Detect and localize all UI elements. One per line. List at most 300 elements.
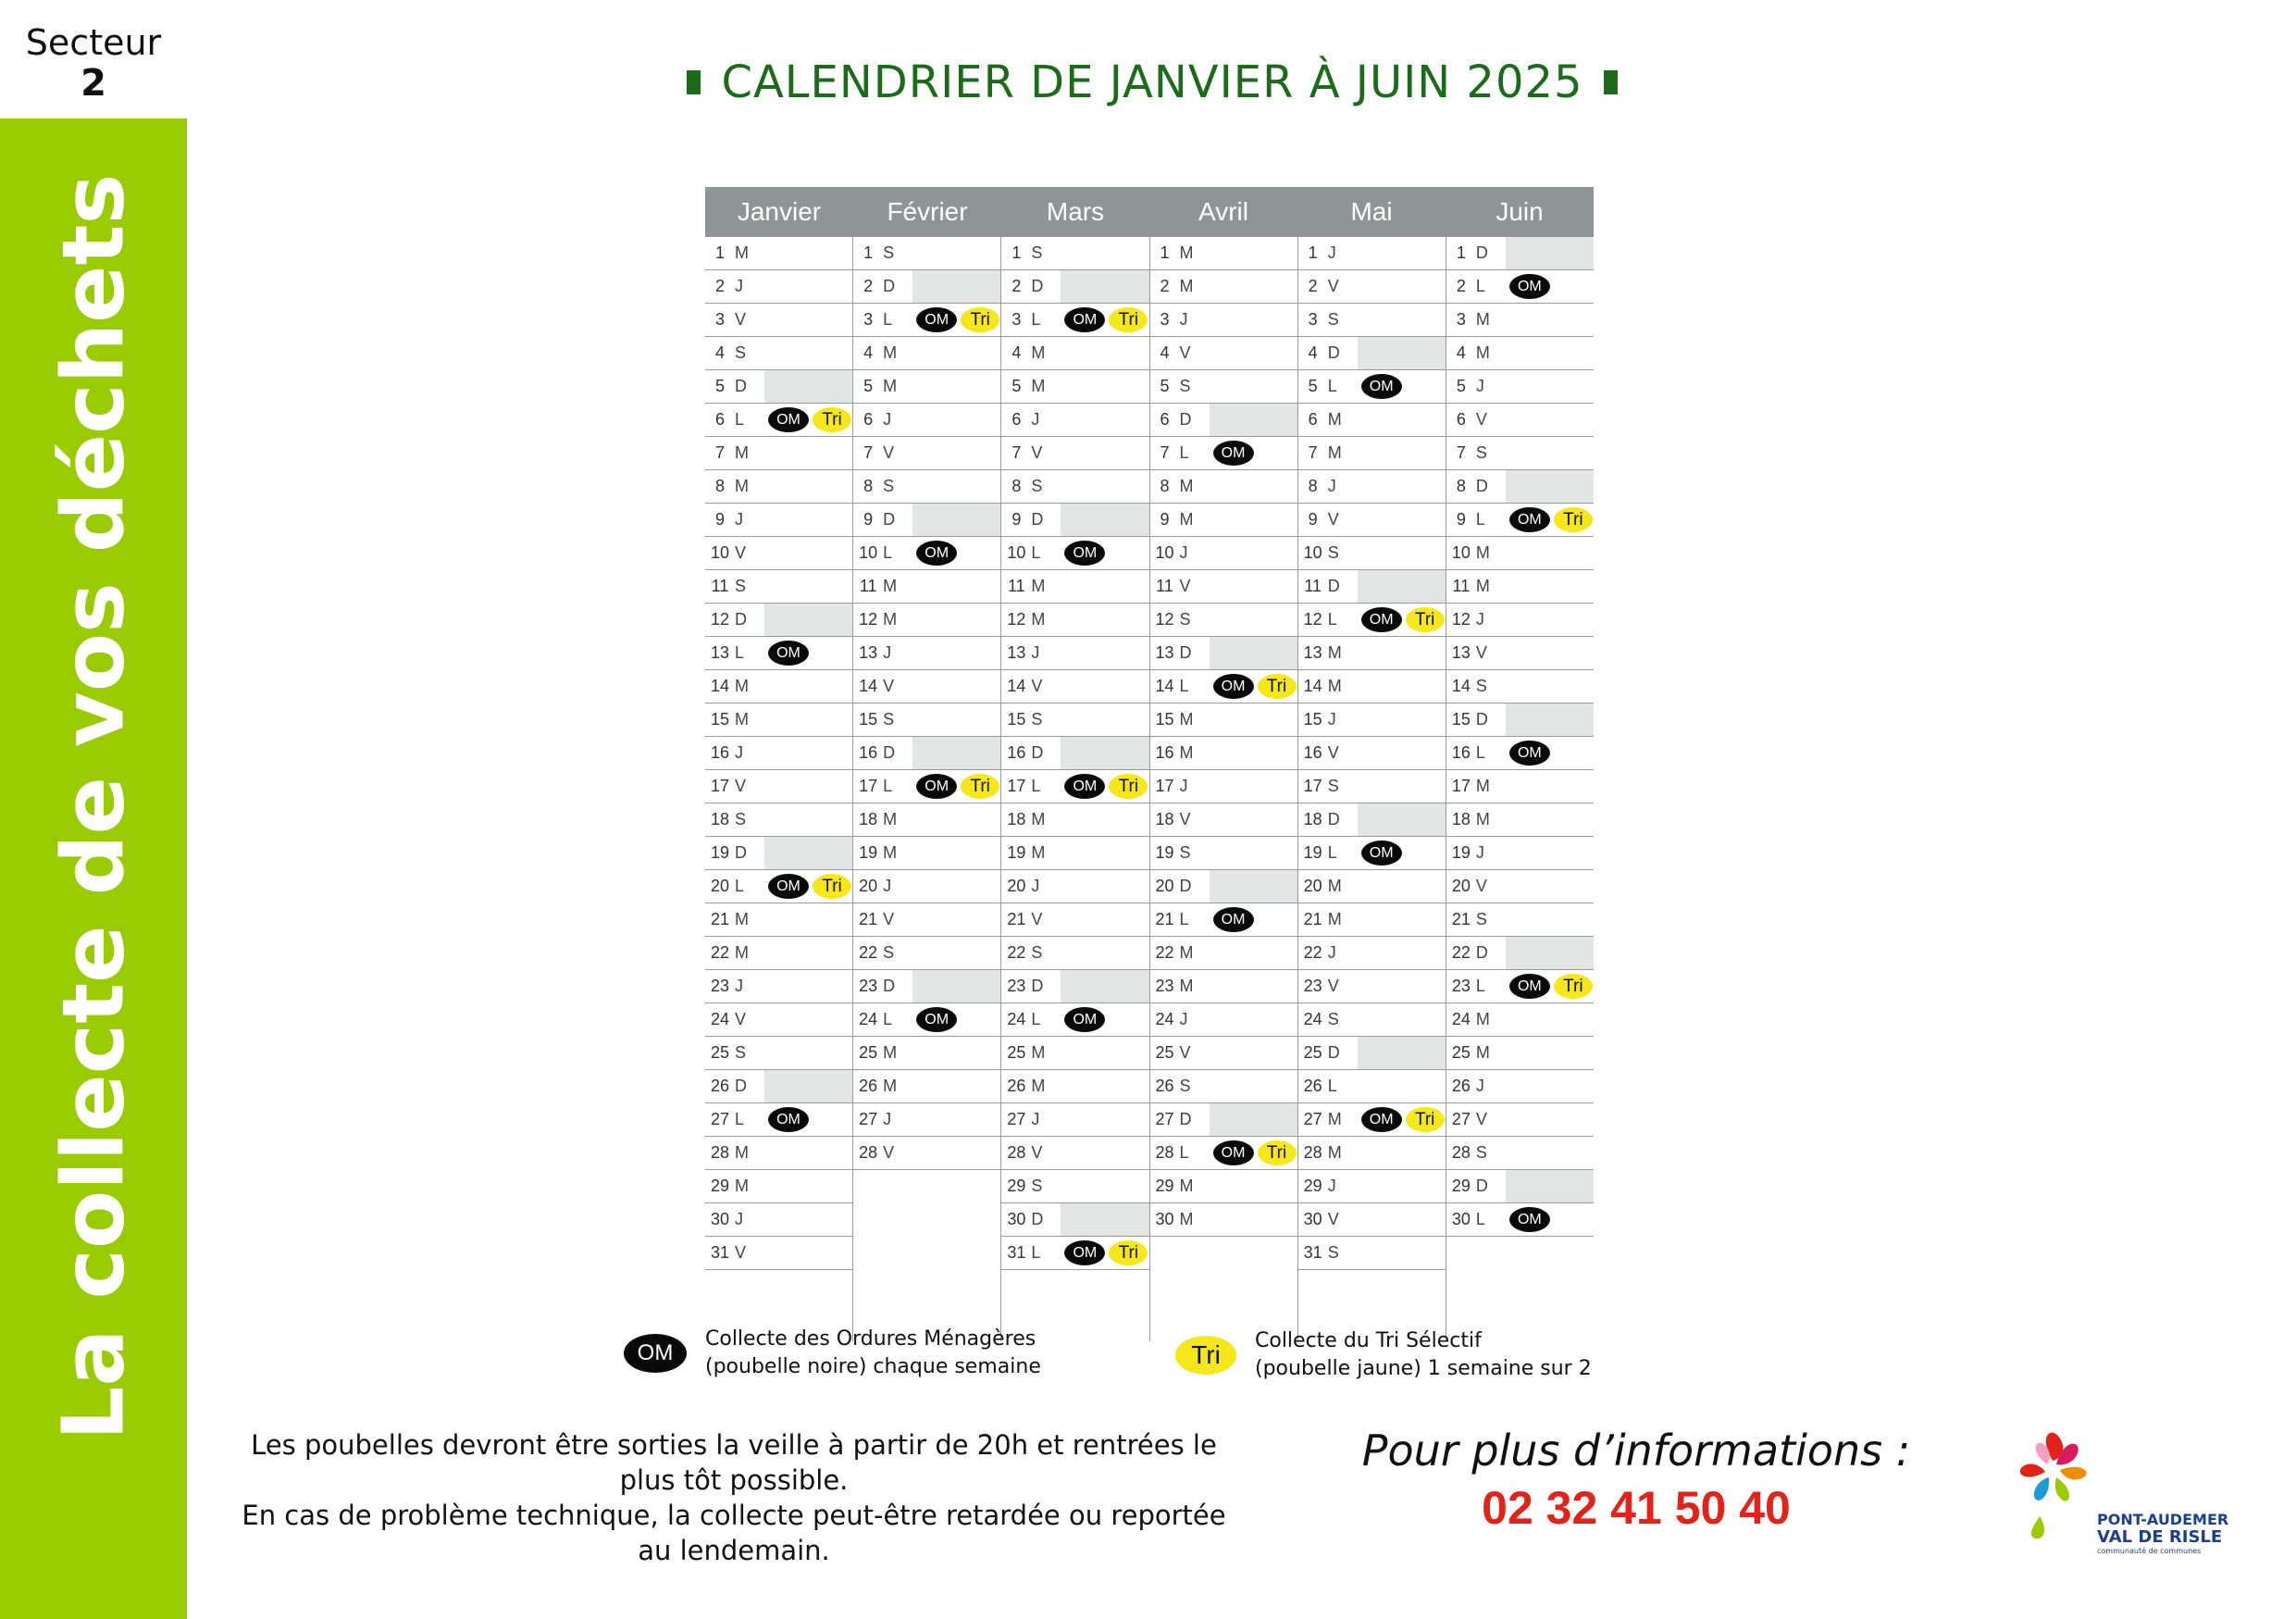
day-row [1298, 437, 1446, 470]
day-letter: L [883, 310, 893, 329]
day-number: 1 [1160, 243, 1170, 262]
om-badge-icon: OM [1064, 774, 1105, 799]
collection-badges [768, 641, 809, 666]
day-row [1001, 770, 1148, 803]
day-letter: M [1179, 710, 1194, 729]
day-number: 12 [1155, 610, 1174, 629]
day-cell-fill [912, 404, 1000, 436]
day-letter: L [1031, 777, 1041, 795]
day-letter: D [1475, 243, 1488, 262]
day-row [1298, 637, 1446, 670]
day-number: 17 [1155, 777, 1174, 795]
day-number: 1 [1011, 243, 1022, 262]
day-letter: M [883, 343, 898, 362]
day-number: 9 [863, 510, 874, 529]
day-number: 9 [714, 510, 725, 529]
day-number: 30 [1155, 1210, 1174, 1228]
day-letter: S [1179, 1077, 1191, 1095]
day-cell-fill [1358, 1237, 1446, 1269]
day-letter: J [883, 877, 892, 895]
day-letter: V [735, 310, 747, 329]
day-number: 27 [1451, 1110, 1471, 1128]
day-cell-fill [1506, 770, 1594, 803]
day-letter: S [735, 810, 747, 828]
day-cell-fill [1210, 470, 1297, 503]
day-number: 1 [1456, 243, 1466, 262]
collection-badges [1064, 541, 1105, 566]
om-badge-icon: OM [1064, 1007, 1105, 1032]
day-number: 6 [714, 410, 725, 429]
day-cell-fill [1210, 570, 1297, 603]
day-row [853, 570, 1000, 604]
day-row [1298, 903, 1446, 937]
day-cell-fill [1210, 504, 1297, 536]
day-letter: S [1179, 377, 1191, 395]
day-cell-fill [764, 903, 852, 936]
day-cell-fill [764, 803, 852, 836]
day-letter: J [1179, 543, 1188, 562]
day-number: 6 [1308, 410, 1318, 429]
collection-badges [1064, 307, 1148, 332]
day-number: 7 [1308, 443, 1318, 462]
collection-badges [1064, 1240, 1148, 1265]
day-letter: L [1475, 743, 1485, 762]
day-number: 16 [1303, 743, 1322, 762]
day-letter: S [1179, 610, 1191, 629]
day-row [1001, 637, 1148, 670]
day-cell-fill [1506, 937, 1594, 969]
day-row [1298, 1237, 1446, 1270]
day-row [1001, 337, 1148, 370]
om-badge-icon: OM [1361, 841, 1402, 866]
day-row [1150, 1170, 1297, 1203]
day-row [1298, 470, 1446, 504]
day-letter: J [1179, 310, 1188, 329]
day-cell-fill [912, 970, 1000, 1003]
day-cell-fill [912, 870, 1000, 903]
tri-badge-icon: Tri [1554, 974, 1593, 999]
day-number: 16 [1451, 743, 1471, 762]
day-letter: M [735, 910, 749, 928]
day-cell-fill [1506, 370, 1594, 403]
day-letter: D [1179, 410, 1192, 429]
day-number: 14 [710, 677, 730, 695]
day-cell-fill [764, 837, 852, 869]
day-cell-fill [1506, 803, 1594, 836]
day-letter: S [1031, 710, 1043, 729]
day-cell-fill [1506, 1137, 1594, 1169]
day-row [853, 937, 1000, 970]
day-row [705, 504, 852, 537]
day-row [1298, 404, 1446, 437]
day-letter: D [735, 377, 747, 395]
day-cell-fill [764, 504, 852, 536]
day-cell-fill [912, 237, 1000, 269]
day-cell-fill [1210, 870, 1297, 903]
day-number: 20 [859, 877, 878, 895]
day-number: 22 [1155, 943, 1174, 962]
day-cell-fill [1358, 404, 1446, 436]
day-row [853, 504, 1000, 537]
day-letter: J [1475, 1077, 1484, 1095]
day-number: 15 [859, 710, 878, 729]
day-cell-fill [912, 1070, 1000, 1102]
day-cell-fill [1358, 870, 1446, 903]
month-column [1446, 237, 1594, 1341]
collection-badges [1509, 741, 1550, 766]
day-letter: M [1031, 1043, 1046, 1062]
day-letter: M [1179, 477, 1194, 495]
day-row [1150, 937, 1297, 970]
day-number: 25 [859, 1043, 878, 1062]
day-letter: V [1327, 977, 1339, 995]
day-letter: V [1475, 643, 1487, 662]
collection-badges [916, 774, 999, 799]
page-title: CALENDRIER DE JANVIER À JUIN 2025 [721, 56, 1583, 108]
day-row [1150, 1003, 1297, 1037]
day-row [1001, 604, 1148, 637]
day-row [1001, 370, 1148, 404]
day-cell-fill [1210, 937, 1297, 969]
day-number: 20 [710, 877, 730, 895]
day-number: 21 [1451, 910, 1471, 928]
day-row [853, 903, 1000, 937]
day-letter: V [883, 1143, 895, 1162]
day-letter: J [1179, 777, 1188, 795]
day-row [1150, 1070, 1297, 1103]
day-letter: S [1475, 443, 1487, 462]
day-letter: D [1327, 343, 1340, 362]
day-letter: L [1475, 1210, 1485, 1228]
day-row [1298, 803, 1446, 837]
day-row [705, 604, 852, 637]
day-letter: M [1031, 577, 1046, 595]
collection-badges [1509, 274, 1550, 299]
day-number: 14 [1007, 677, 1026, 695]
day-letter: S [1031, 477, 1043, 495]
day-row [1298, 737, 1446, 770]
collection-badges [1509, 974, 1593, 999]
day-number: 29 [1155, 1177, 1174, 1195]
day-cell-fill [1061, 437, 1148, 469]
day-number: 12 [710, 610, 730, 629]
day-letter: L [1327, 610, 1337, 629]
day-letter: M [1179, 510, 1194, 529]
day-cell-fill [1358, 970, 1446, 1003]
tri-badge-icon: Tri [1109, 1240, 1148, 1265]
day-number: 27 [1007, 1110, 1026, 1128]
day-row [705, 803, 852, 837]
day-number: 23 [1451, 977, 1471, 995]
day-letter: L [1179, 443, 1189, 462]
day-cell-fill [912, 437, 1000, 469]
collection-badges [916, 1007, 957, 1032]
day-letter: J [1327, 943, 1336, 962]
logo [1999, 1424, 2240, 1563]
day-letter: J [1475, 610, 1484, 629]
legend-om-line2: (poubelle noire) chaque semaine [705, 1355, 1041, 1378]
day-row [1446, 437, 1594, 470]
day-number: 21 [1303, 910, 1322, 928]
day-row [1150, 270, 1297, 304]
day-row [1001, 237, 1148, 270]
day-number: 26 [1155, 1077, 1174, 1095]
day-number: 8 [1456, 477, 1466, 495]
day-number: 29 [710, 1177, 730, 1195]
day-number: 21 [1007, 910, 1026, 928]
day-number: 23 [1155, 977, 1174, 995]
legend-om-line1: Collecte des Ordures Ménagères [705, 1327, 1036, 1351]
day-cell-fill [1210, 637, 1297, 669]
day-letter: L [735, 643, 745, 662]
day-number: 9 [1308, 510, 1318, 529]
day-letter: L [1327, 1077, 1337, 1095]
day-row [705, 870, 852, 903]
month-column [1149, 237, 1297, 1341]
day-row [1150, 570, 1297, 604]
day-number: 22 [710, 943, 730, 962]
day-letter: D [883, 277, 896, 295]
day-letter: L [1031, 310, 1041, 329]
day-cell-fill [1061, 404, 1148, 436]
day-cell-fill [912, 604, 1000, 636]
day-number: 24 [1303, 1010, 1322, 1028]
day-row [1150, 504, 1297, 537]
day-letter: V [1031, 1143, 1043, 1162]
day-row [1001, 837, 1148, 870]
day-cell-fill [1506, 570, 1594, 603]
day-letter: S [1031, 243, 1043, 262]
sector-number: 2 [81, 62, 106, 105]
day-letter: M [1475, 1043, 1490, 1062]
tri-badge-icon: Tri [1109, 774, 1148, 799]
day-number: 29 [1007, 1177, 1026, 1195]
om-badge-icon: OM [1509, 507, 1550, 532]
day-row [853, 637, 1000, 670]
day-row [853, 470, 1000, 504]
day-cell-fill [912, 504, 1000, 536]
logo-text-line3: communauté de communes [2097, 1547, 2202, 1555]
day-number: 4 [1308, 343, 1318, 362]
day-number: 19 [1303, 843, 1322, 862]
day-row [1150, 404, 1297, 437]
day-number: 23 [710, 977, 730, 995]
day-row [705, 837, 852, 870]
collection-badges [1361, 374, 1402, 399]
day-number: 12 [1451, 610, 1471, 629]
day-cell-fill [1210, 1003, 1297, 1036]
day-cell-fill [912, 670, 1000, 703]
day-cell-fill [1061, 570, 1148, 603]
day-number: 7 [1011, 443, 1022, 462]
day-number: 15 [1451, 710, 1471, 729]
day-letter: D [1031, 743, 1044, 762]
day-row [853, 803, 1000, 837]
day-letter: M [883, 377, 898, 395]
day-row [853, 1137, 1000, 1170]
day-letter: S [1327, 310, 1339, 329]
day-row [853, 404, 1000, 437]
day-cell-fill [1210, 237, 1297, 269]
day-letter: L [1327, 843, 1337, 862]
day-cell-fill [1061, 704, 1148, 736]
day-row [1298, 1203, 1446, 1237]
day-row [1001, 1170, 1148, 1203]
day-row [1001, 1103, 1148, 1137]
info-phone[interactable]: 02 32 41 50 40 [1482, 1482, 1791, 1534]
day-row [705, 1037, 852, 1070]
day-row [1001, 1203, 1148, 1237]
day-row [705, 1003, 852, 1037]
day-letter: S [1327, 1243, 1339, 1262]
day-letter: V [1327, 510, 1339, 529]
day-letter: D [1327, 577, 1340, 595]
day-number: 12 [1007, 610, 1026, 629]
day-number: 22 [1007, 943, 1026, 962]
day-number: 31 [710, 1243, 730, 1262]
day-letter: V [1475, 877, 1487, 895]
day-number: 22 [859, 943, 878, 962]
day-cell-fill [912, 570, 1000, 603]
day-number: 25 [710, 1043, 730, 1062]
day-letter: S [1475, 910, 1487, 928]
om-badge-icon: OM [768, 1107, 809, 1132]
day-letter: J [735, 977, 743, 995]
day-number: 4 [714, 343, 725, 362]
day-row [1001, 1237, 1148, 1270]
om-badge-icon: OM [916, 307, 957, 332]
day-cell-fill [1210, 537, 1297, 569]
day-number: 7 [1160, 443, 1170, 462]
day-letter: L [735, 877, 745, 895]
legend [624, 1326, 1605, 1400]
day-letter: M [1475, 343, 1490, 362]
day-row [1150, 370, 1297, 404]
day-number: 20 [1155, 877, 1174, 895]
day-letter: D [883, 743, 896, 762]
collection-badges [1064, 774, 1148, 799]
day-row [705, 903, 852, 937]
notice-line: En cas de problème technique, la collecte peut-être retardée ou reportée [242, 1500, 1226, 1531]
day-cell-fill [1210, 770, 1297, 803]
day-cell-fill [912, 1037, 1000, 1069]
day-cell-fill [1061, 1037, 1148, 1069]
day-letter: D [1031, 977, 1044, 995]
day-number: 26 [1007, 1077, 1026, 1095]
day-number: 17 [1007, 777, 1026, 795]
day-letter: D [1475, 943, 1488, 962]
day-letter: M [735, 1177, 749, 1195]
day-number: 5 [1011, 377, 1022, 395]
day-cell-fill [1210, 803, 1297, 836]
day-number: 3 [863, 310, 874, 329]
day-number: 30 [1007, 1210, 1026, 1228]
day-number: 11 [1452, 577, 1471, 595]
day-number: 15 [1007, 710, 1026, 729]
day-letter: S [1327, 1010, 1339, 1028]
day-cell-fill [1358, 770, 1446, 803]
day-number: 26 [710, 1077, 730, 1095]
day-row [1446, 837, 1594, 870]
day-number: 26 [1451, 1077, 1471, 1095]
day-letter: M [1475, 577, 1490, 595]
square-bullet-icon [1604, 70, 1618, 94]
day-letter: S [1031, 943, 1043, 962]
day-row [705, 1137, 852, 1170]
day-number: 4 [863, 343, 874, 362]
tri-badge-icon: Tri [1258, 1140, 1297, 1165]
day-row [1298, 604, 1446, 637]
day-number: 5 [1308, 377, 1318, 395]
day-letter: L [1179, 677, 1189, 695]
collection-badges [1509, 1207, 1550, 1232]
day-letter: S [1475, 677, 1487, 695]
day-row [1150, 737, 1297, 770]
day-letter: J [1031, 877, 1040, 895]
day-cell-fill [1210, 1203, 1297, 1236]
day-cell-fill [1210, 1103, 1297, 1136]
day-number: 11 [1008, 577, 1025, 595]
day-letter: J [1327, 477, 1336, 495]
day-number: 24 [710, 1010, 730, 1028]
day-cell-fill [764, 604, 852, 636]
day-row [705, 304, 852, 337]
day-row [853, 837, 1000, 870]
day-letter: L [1179, 910, 1189, 928]
day-number: 5 [714, 377, 725, 395]
day-letter: M [883, 610, 898, 629]
day-cell-fill [1061, 270, 1148, 303]
day-letter: S [1475, 1143, 1487, 1162]
day-cell-fill [912, 903, 1000, 936]
day-row [853, 604, 1000, 637]
om-badge-icon: OM [1361, 374, 1402, 399]
day-letter: M [1179, 277, 1194, 295]
month-header: Juin [1496, 197, 1544, 226]
day-letter: D [1475, 1177, 1488, 1195]
day-cell-fill [1506, 537, 1594, 569]
day-number: 17 [1451, 777, 1471, 795]
day-letter: V [735, 1010, 747, 1028]
day-letter: L [735, 1110, 745, 1128]
day-row [853, 1070, 1000, 1103]
day-number: 19 [859, 843, 878, 862]
day-cell-fill [1358, 337, 1446, 369]
day-number: 11 [711, 577, 729, 595]
day-row [853, 704, 1000, 737]
day-number: 7 [863, 443, 874, 462]
day-cell-fill [764, 937, 852, 969]
day-letter: M [1475, 810, 1490, 828]
day-letter: M [1179, 977, 1194, 995]
day-cell-fill [764, 737, 852, 769]
day-cell-fill [1358, 570, 1446, 603]
day-letter: V [1179, 1043, 1191, 1062]
om-badge-icon: OM [768, 641, 809, 666]
day-row [1298, 237, 1446, 270]
day-cell-fill [764, 1003, 852, 1036]
calendar-body [705, 237, 1594, 1341]
day-row [1001, 1137, 1148, 1170]
day-row [705, 1170, 852, 1203]
om-badge-icon: OM [1213, 1140, 1254, 1165]
day-letter: M [1179, 943, 1194, 962]
day-letter: V [1475, 410, 1487, 429]
day-number: 20 [1303, 877, 1322, 895]
legend-om-text [705, 1326, 1041, 1381]
day-row [1446, 1170, 1594, 1203]
day-letter: J [883, 410, 892, 429]
